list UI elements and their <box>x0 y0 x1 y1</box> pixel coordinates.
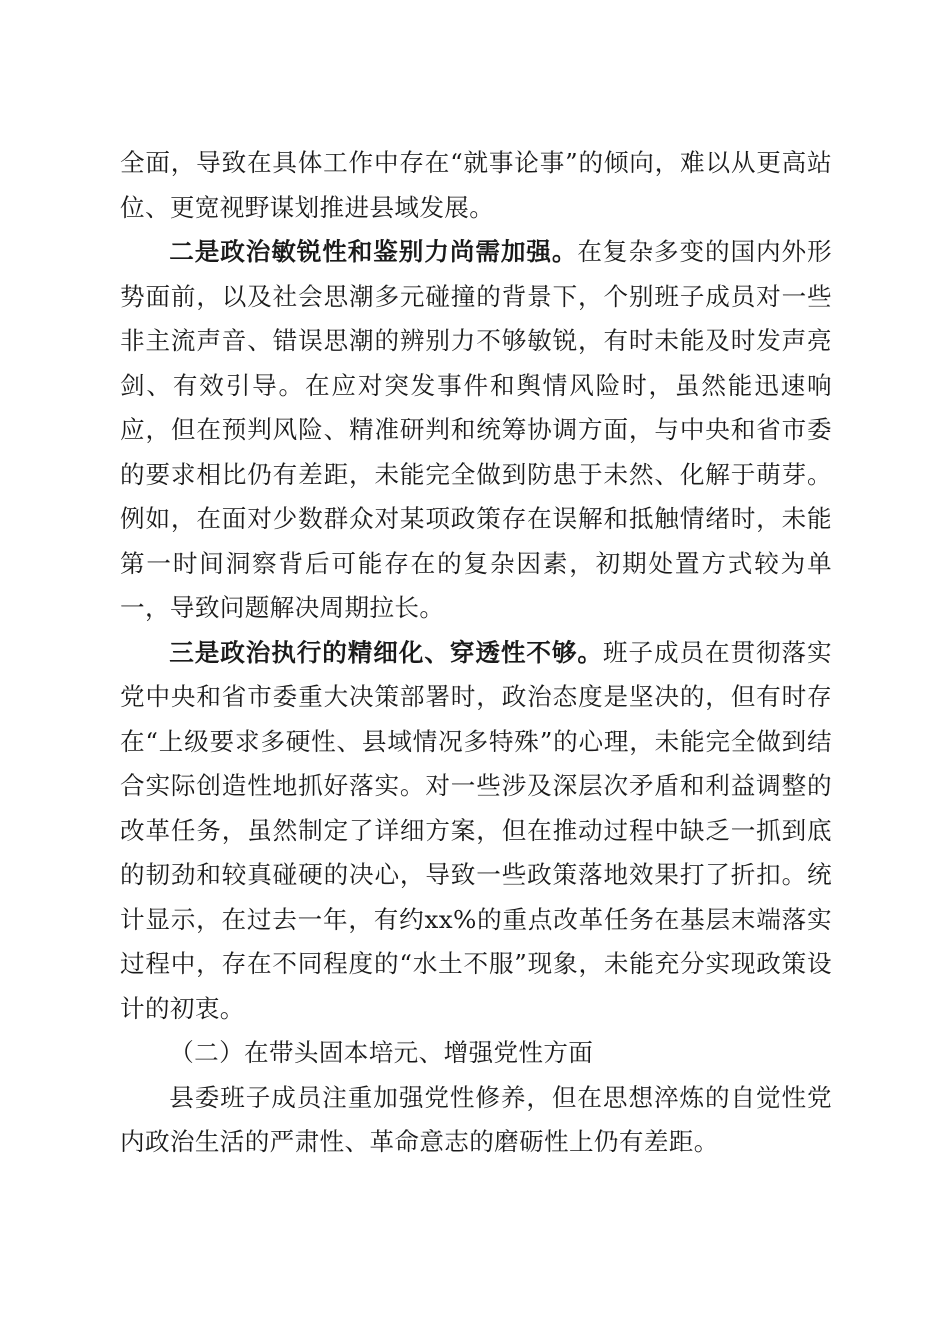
paragraph-text: 在复杂多变的国内外形势面前，以及社会思潮多元碰撞的背景下，个别班子成员对一些非主流声音、错误思潮的辨别力不够敏锐，有时未能及时发声亮剑、有效引导。在应对突发事件和舆情风险时，虽然能迅速响应，但在预判风险、精准研判和统筹协调方面，与中央和省市委的要求相比仍有差距，未能完全做到防患于未然、化解于萌芽。例如，在面对少数群众对某项政策存在误解和抵触情绪时，未能第一时间洞察背后可能存在的复杂因素，初期处置方式较为单一，导致问题解决周期拉长。 <box>120 237 832 622</box>
paragraph-continuation <box>120 141 832 230</box>
paragraph-text: 全面，导致在具体工作中存在“就事论事”的倾向，难以从更高站位、更宽视野谋划推进县域发展。 <box>120 148 832 222</box>
paragraph-point-three <box>120 631 832 1032</box>
paragraph-lead-heading: 二是政治敏锐性和鉴别力尚需加强。 <box>169 237 578 266</box>
section-heading-text: （二）在带头固本培元、增强党性方面 <box>169 1038 594 1067</box>
paragraph-lead-heading: 三是政治执行的精细化、穿透性不够。 <box>169 637 603 667</box>
document-body <box>120 141 832 1165</box>
paragraph-point-two <box>120 230 832 631</box>
paragraph-text: 县委班子成员注重加强党性修养，但在思想淬炼的自觉性党内政治生活的严肃性、革命意志的磨砺性上仍有差距。 <box>120 1082 832 1156</box>
paragraph-text: 班子成员在贯彻落实党中央和省市委重大决策部署时，政治态度是坚决的，但有时存在“上级要求多硬性、县域情况多特殊”的心理，未能完全做到结合实际创造性地抓好落实。对一些涉及深层次矛盾和利益调整的改革任务，虽然制定了详细方案，但在推动过程中缺乏一抓到底的韧劲和较真碰硬的决心，导致一些政策落地效果打了折扣。统计显示，在过去一年，有约xx%的重点改革任务在基层末端落实过程中，存在不同程度的“水土不服”现象，未能充分实现政策设计的初衷。 <box>120 637 832 1023</box>
paragraph-section-intro <box>120 1076 832 1165</box>
section-heading <box>120 1031 832 1076</box>
